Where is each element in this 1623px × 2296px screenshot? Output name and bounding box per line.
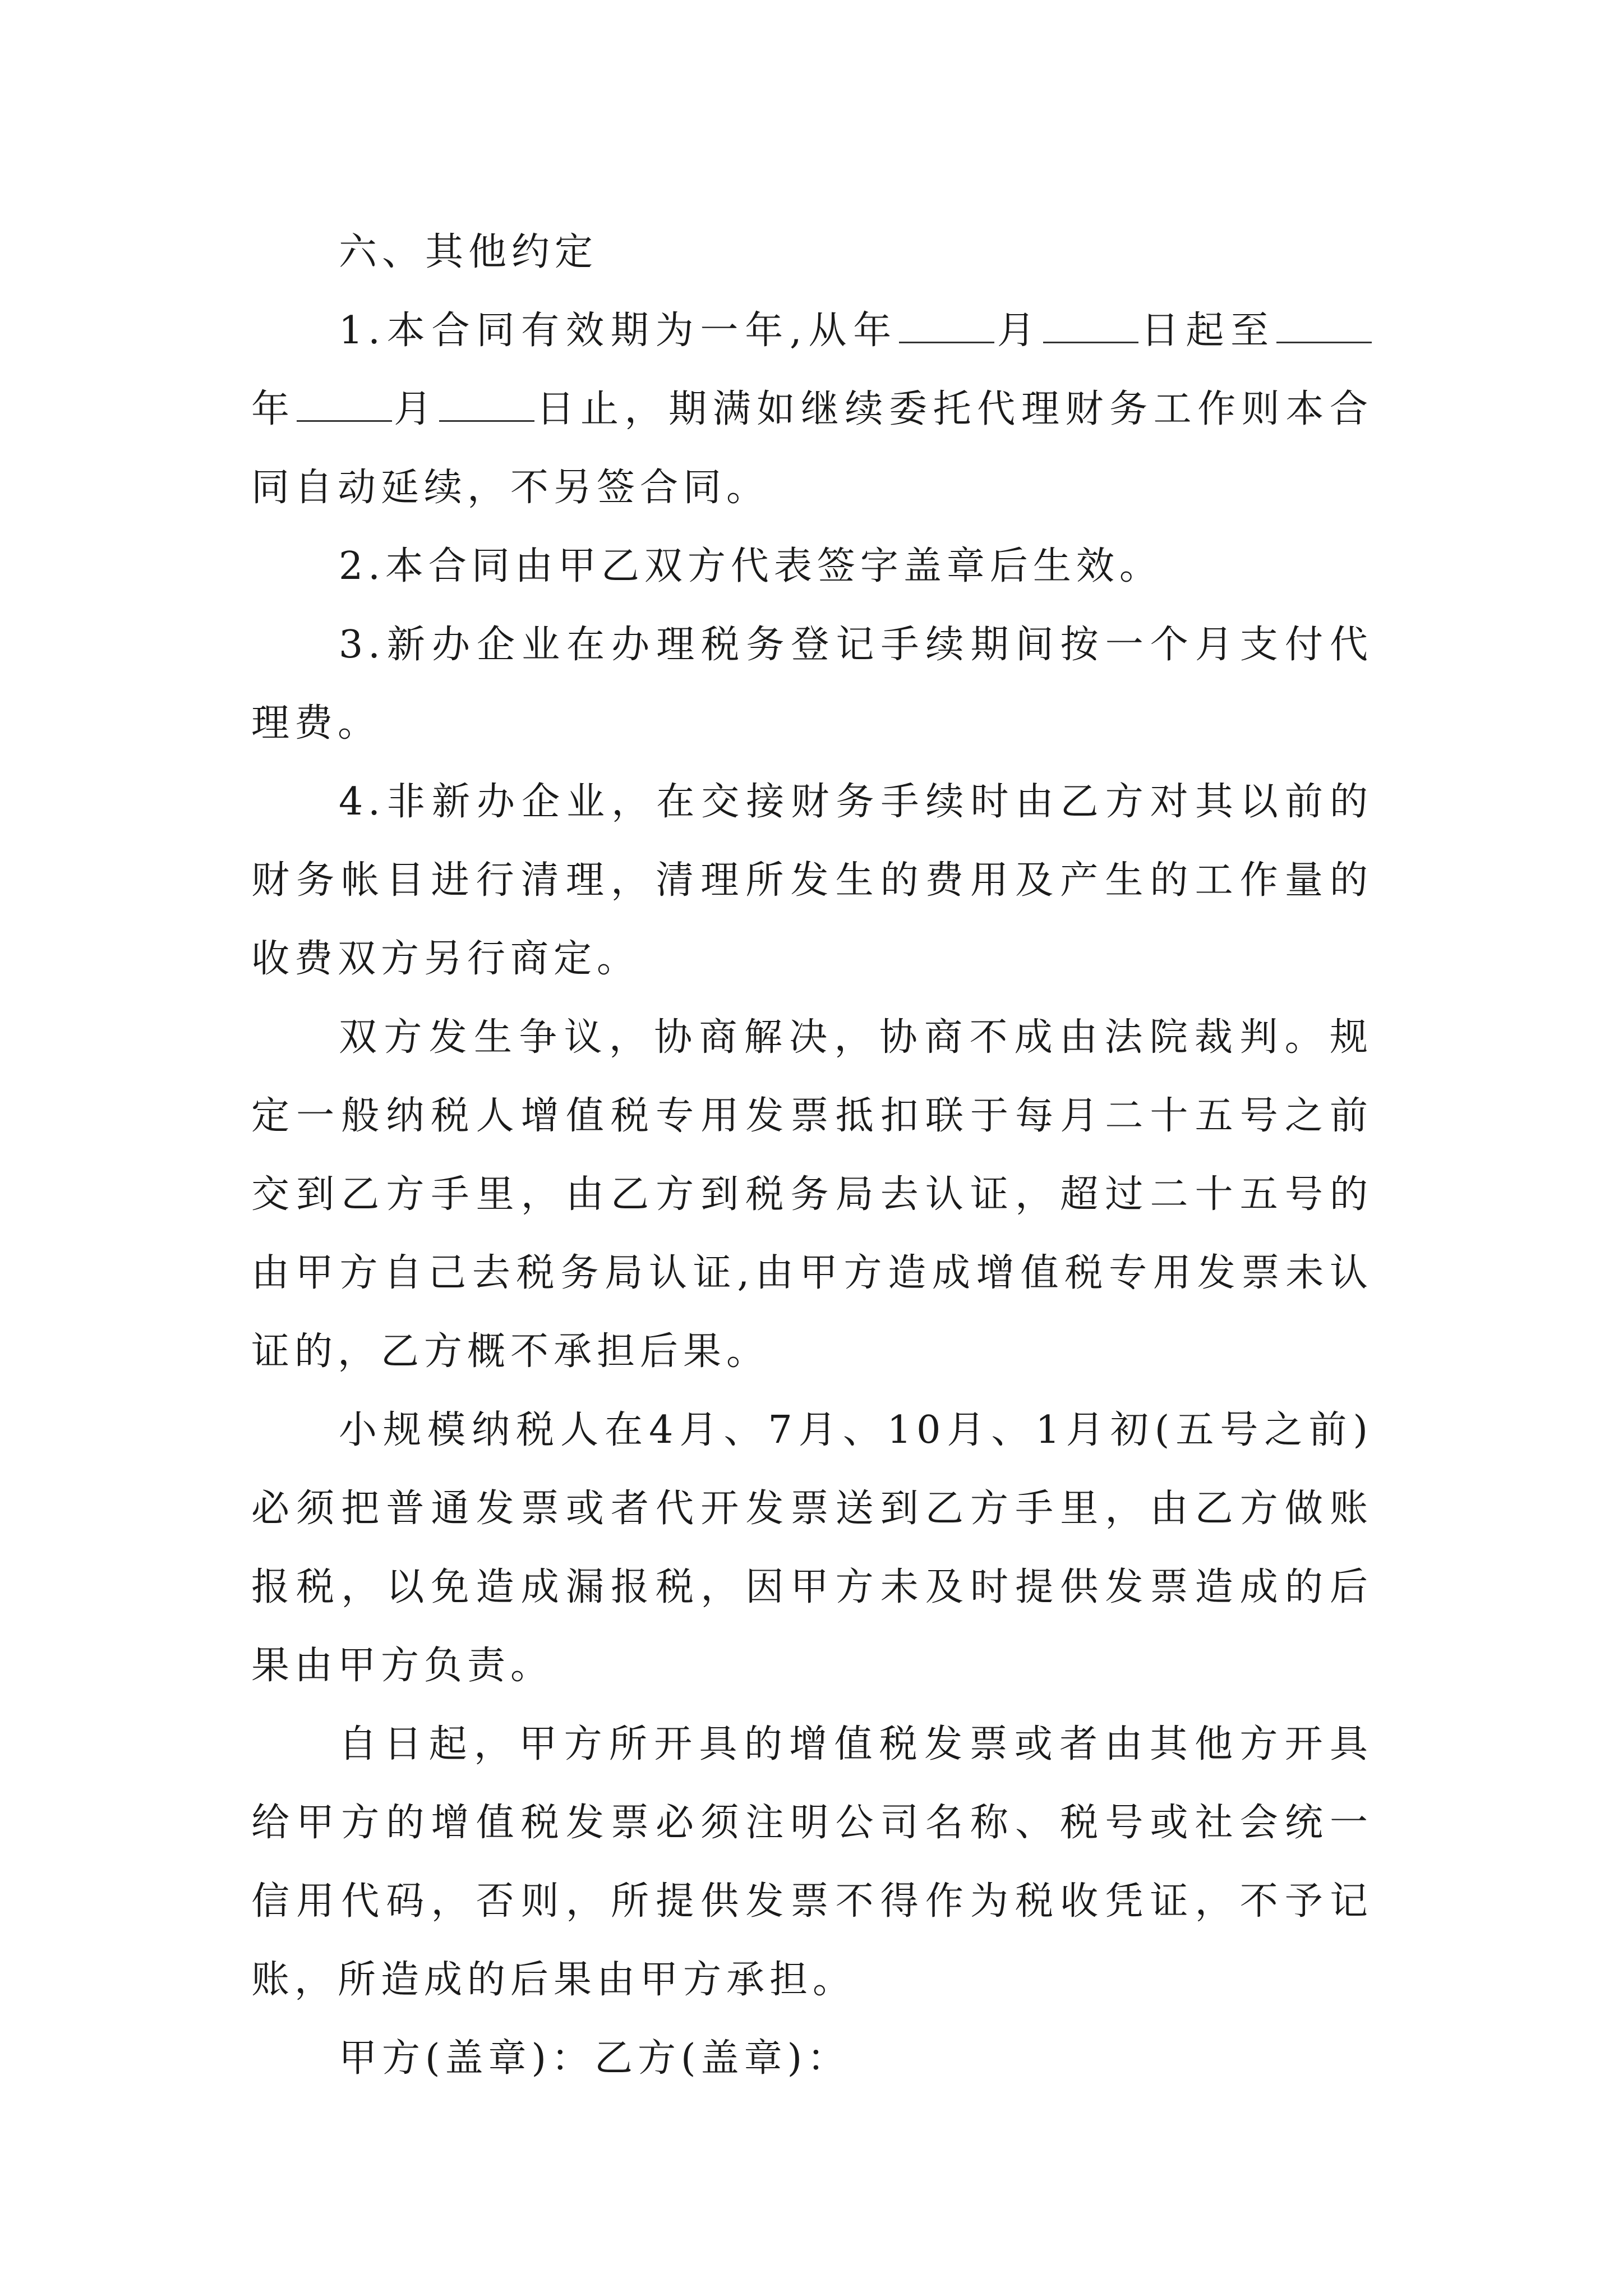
clause-3: 3.新办企业在办理税务登记手续期间按一个月支付代理费。 [251, 623, 1373, 746]
document-page [251, 213, 1373, 2098]
invoice-paragraph: 自日起，甲方所开具的增值税发票或者由其他方开具给甲方的增值税发票必须注明公司名称、税号或社会统一信用代码，否则，所提供发票不得作为税收凭证，不予记账，所造成的后果由甲方承担。 [251, 1722, 1373, 2002]
section-title: 六、其他约定 [339, 230, 598, 274]
small-taxpayer-paragraph: 小规模纳税人在4月、7月、10月、1月初(五号之前)必须把普通发票或者代开发票送到乙方手里，由乙方做账报税，以免造成漏报税，因甲方未及时提供发票造成的后果由甲方负责。 [251, 1408, 1373, 1688]
clause-1-text-a: 1.本合同有效期为一年,从年 [339, 309, 898, 353]
clause-1-text-e: 月 [393, 387, 438, 431]
clause-2: 2.本合同由甲乙双方代表签字盖章后生效。 [339, 544, 1163, 588]
clause-4: 4.非新办企业，在交接财务手续时由乙方对其以前的财务帐目进行清理，清理所发生的费用及产生的工作量的收费双方另行商定。 [251, 780, 1373, 981]
clause-1 [251, 292, 1373, 527]
dispute-paragraph: 双方发生争议，协商解决，协商不成由法院裁判。规定一般纳税人增值税专用发票抵扣联于每月二十五号之前交到乙方手里，由乙方到税务局去认证，超过二十五号的由甲方自己去税务局认证,由甲方造成增值税专用发票未认证的，乙方概不承担后果。 [251, 1015, 1373, 1374]
clause-1-text-c: 日起至 [1139, 309, 1275, 353]
blank-start-day[interactable] [1043, 308, 1138, 343]
clause-1-text-f: 日止，期满如继续委托代理财务工作则本合同自动延续，不另签合同。 [251, 387, 1373, 510]
blank-end-month[interactable] [297, 386, 392, 422]
signature-line: 甲方(盖章)：乙方(盖章)： [339, 2036, 851, 2081]
clause-1-text-b: 月 [995, 309, 1042, 353]
blank-end-day[interactable] [439, 386, 534, 422]
clause-1-text-d: 年 [251, 387, 296, 431]
blank-start-month[interactable] [899, 308, 994, 343]
blank-end-year[interactable] [1276, 308, 1372, 343]
